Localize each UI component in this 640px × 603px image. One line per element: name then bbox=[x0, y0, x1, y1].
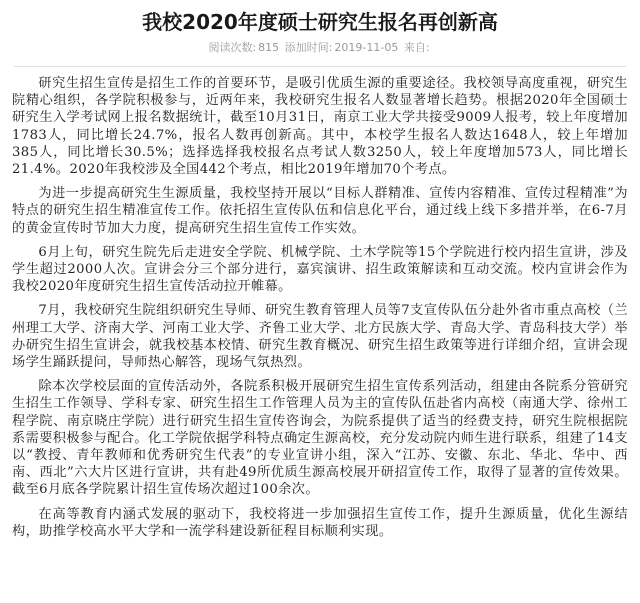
added-time: 2019-11-05 bbox=[334, 41, 399, 54]
paragraph-6: 在高等教育内涵式发展的驱动下，我校将进一步加强招生宣传工作，提升生源质量，优化生源结构，助推学校高水平大学和一流学科建设新征程目标顺利实现。 bbox=[12, 506, 628, 539]
article-meta bbox=[0, 40, 640, 56]
paragraph-2: 为进一步提高研究生生源质量，我校坚持开展以“目标人群精准、宣传内容精准、宣传过程精准”为特点的研究生招生精准宣传工作。依托招生宣传队伍和信息化平台，通过线上线下多措并举，在6-7月的黄金宣传时节加大力度，提高研究生招生宣传工作实效。 bbox=[12, 186, 628, 236]
article-title: 我校2020年度硕士研究生报名再创新高 bbox=[142, 10, 498, 34]
added-time-label: 添加时间: bbox=[284, 41, 333, 54]
paragraph-5: 除本次学校层面的宣传活动外，各院系积极开展研究生招生宣传系列活动，组建由各院系分管研究生招生工作领导、学科专家、研究生招生工作管理人员为主的宣传队伍赴省内高校（南通大学、徐州工程学院、南京晓庄学院）进行研究生招生宣传咨询会，为院系提供了适当的经费支持，研究生院根据院系需要积极参与配合。化工学院依据学科特点确定生源高校，充分发动院内师生进行联系，组建了14支以“教授、青年教师和优秀研究生代表”的专业宣讲小组，深入“江苏、安徽、东北、华北、华中、西南、西北”六大片区进行宣讲，共有赴49所优质生源高校展开研招宣传工作，取得了显著的宣传效果。截至6月底各学院累计招生宣传场次超过100余次。 bbox=[12, 379, 628, 498]
source-label: 来自: bbox=[403, 41, 430, 54]
views-label: 阅读次数: bbox=[208, 41, 257, 54]
article-body bbox=[0, 67, 640, 540]
paragraph-4: 7月，我校研究生院组织研究生导师、研究生教育管理人员等7支宣传队伍分赴外省市重点高校（兰州理工大学、济南大学、河南工业大学、齐鲁工业大学、北方民族大学、青岛大学、青岛科技大学）举办研究生招生宣讲会，就我校基本校情、研究生教育概况、研究生招生政策等进行详细介绍，宣讲会现场学生踊跃提问，导师热心解答，现场气氛热烈。 bbox=[12, 303, 628, 371]
paragraph-1: 研究生招生宣传是招生工作的首要环节，是吸引优质生源的重要途径。我校领导高度重视，研究生院精心组织，各学院积极参与，近两年来，我校研究生报名人数显著增长趋势。根据2020年全国硕士研究生入学考试网上报名数据统计，截至10月31日，南京工业大学共接受9009人报考，较上年度增加1783人，同比增长24.7%，报名人数再创新高。其中，本校学生报名人数达1648人，较上年增加385人，同比增长30.5%；选择选择我校报名点考试人数3250人，较上年度增加573人，同比增长21.4%。2020年我校涉及全国442个考点，相比2019年增加70个考点。 bbox=[12, 76, 628, 178]
paragraph-3: 6月上旬，研究生院先后走进安全学院、机械学院、土木学院等15个学院进行校内招生宣讲，涉及学生超过2000人次。宣讲会分三个部分进行，嘉宾演讲、招生政策解读和互动交流。校内宣讲会作为我校2020年度研究生招生宣传活动拉开帷幕。 bbox=[12, 244, 628, 295]
views-count: 815 bbox=[258, 41, 280, 54]
